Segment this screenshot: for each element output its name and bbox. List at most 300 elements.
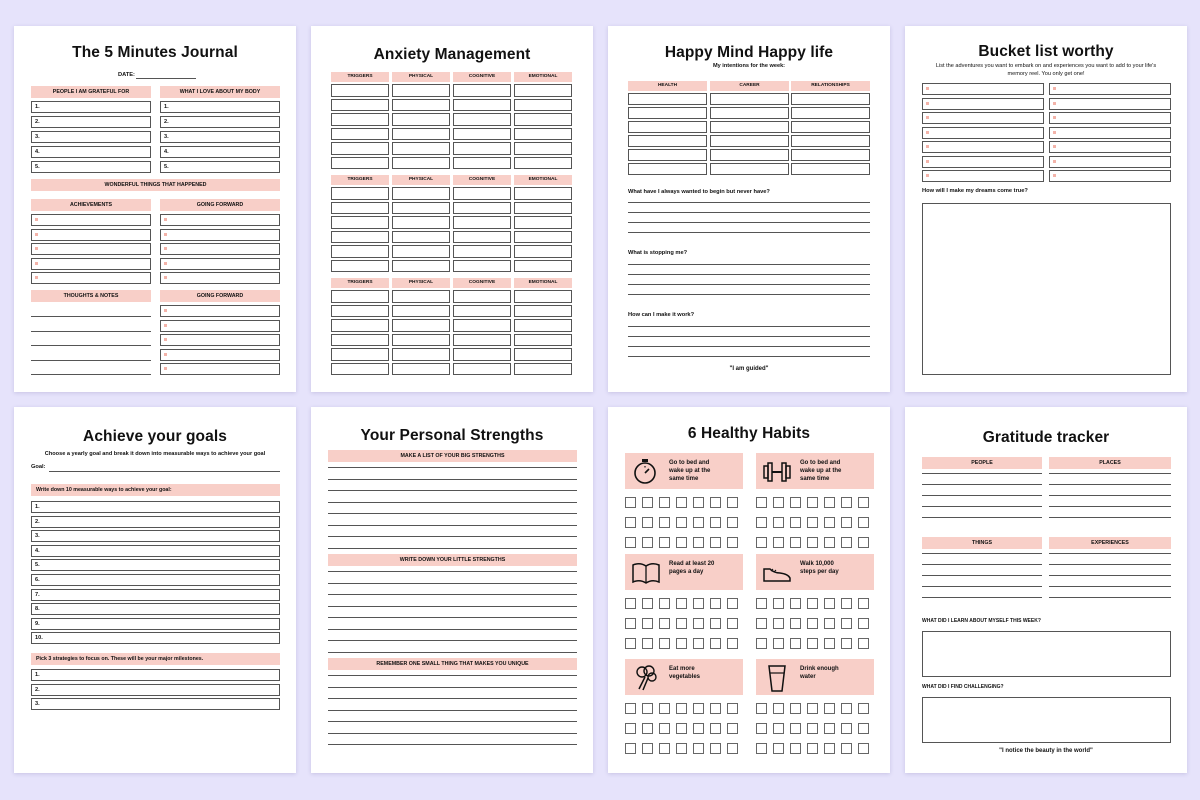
anxiety-cell[interactable] (453, 113, 511, 126)
habit-checkbox[interactable] (642, 743, 653, 754)
anxiety-cell[interactable] (514, 334, 572, 347)
going-forward-row[interactable] (160, 258, 280, 270)
goal-way-row[interactable]: 4. (31, 545, 280, 557)
habit-checkbox[interactable] (659, 703, 670, 714)
habit-checkbox[interactable] (625, 618, 636, 629)
habit-checkbox[interactable] (693, 598, 704, 609)
gratitude-line[interactable] (1049, 473, 1171, 474)
habit-checkbox[interactable] (773, 537, 784, 548)
achievement-row[interactable] (31, 243, 151, 255)
bucket-row[interactable] (922, 156, 1044, 168)
habit-checkbox[interactable] (756, 618, 767, 629)
grateful-row[interactable]: 1. (31, 101, 151, 113)
learn-box[interactable] (922, 631, 1171, 677)
habit-checkbox[interactable] (676, 703, 687, 714)
gratitude-line[interactable] (922, 517, 1042, 518)
intention-cell[interactable] (710, 149, 789, 161)
gratitude-line[interactable] (1049, 564, 1171, 565)
habit-checkbox[interactable] (773, 497, 784, 508)
goal-way-row[interactable]: 10. (31, 632, 280, 644)
habit-checkbox[interactable] (824, 618, 835, 629)
habit-checkbox[interactable] (710, 743, 721, 754)
strength-line[interactable] (328, 698, 577, 699)
intention-cell[interactable] (710, 163, 789, 175)
anxiety-cell[interactable] (453, 305, 511, 318)
anxiety-cell[interactable] (392, 216, 450, 229)
strategy-row[interactable]: 3. (31, 698, 280, 710)
gratitude-line[interactable] (922, 484, 1042, 485)
grateful-row[interactable]: 4. (31, 146, 151, 158)
habit-checkbox[interactable] (841, 743, 852, 754)
habit-checkbox[interactable] (773, 517, 784, 528)
gratitude-line[interactable] (922, 553, 1042, 554)
strength-line[interactable] (328, 687, 577, 688)
going-forward-row[interactable] (160, 272, 280, 284)
intention-cell[interactable] (710, 93, 789, 105)
answer-line[interactable] (628, 264, 870, 265)
achievement-row[interactable] (31, 272, 151, 284)
habit-checkbox[interactable] (676, 638, 687, 649)
going-forward-row[interactable] (160, 305, 280, 317)
bucket-row[interactable] (1049, 141, 1171, 153)
notes-line[interactable] (31, 316, 151, 317)
going-forward-row[interactable] (160, 320, 280, 332)
dreams-box[interactable] (922, 203, 1171, 375)
answer-line[interactable] (628, 274, 870, 275)
goal-way-row[interactable]: 8. (31, 603, 280, 615)
habit-checkbox[interactable] (773, 598, 784, 609)
habit-checkbox[interactable] (710, 537, 721, 548)
goal-way-row[interactable]: 9. (31, 618, 280, 630)
habit-checkbox[interactable] (756, 598, 767, 609)
gratitude-line[interactable] (1049, 495, 1171, 496)
grateful-row[interactable]: 2. (31, 116, 151, 128)
anxiety-cell[interactable] (453, 99, 511, 112)
habit-checkbox[interactable] (858, 743, 869, 754)
going-forward-row[interactable] (160, 363, 280, 375)
body-row[interactable]: 3. (160, 131, 280, 143)
strength-line[interactable] (328, 675, 577, 676)
habit-checkbox[interactable] (727, 723, 738, 734)
habit-checkbox[interactable] (756, 497, 767, 508)
body-row[interactable]: 5. (160, 161, 280, 173)
strength-line[interactable] (328, 571, 577, 572)
gratitude-line[interactable] (922, 506, 1042, 507)
anxiety-cell[interactable] (514, 187, 572, 200)
habit-checkbox[interactable] (625, 537, 636, 548)
anxiety-cell[interactable] (331, 348, 389, 361)
going-forward-row[interactable] (160, 334, 280, 346)
habit-checkbox[interactable] (858, 638, 869, 649)
habit-checkbox[interactable] (773, 703, 784, 714)
intention-cell[interactable] (628, 121, 707, 133)
habit-checkbox[interactable] (625, 743, 636, 754)
strength-line[interactable] (328, 733, 577, 734)
going-forward-row[interactable] (160, 243, 280, 255)
habit-checkbox[interactable] (642, 618, 653, 629)
anxiety-cell[interactable] (453, 231, 511, 244)
anxiety-cell[interactable] (453, 290, 511, 303)
habit-checkbox[interactable] (676, 497, 687, 508)
habit-checkbox[interactable] (841, 537, 852, 548)
habit-checkbox[interactable] (659, 598, 670, 609)
habit-checkbox[interactable] (710, 618, 721, 629)
habit-checkbox[interactable] (858, 598, 869, 609)
gratitude-line[interactable] (922, 495, 1042, 496)
habit-checkbox[interactable] (807, 638, 818, 649)
notes-line[interactable] (31, 360, 151, 361)
achievement-row[interactable] (31, 214, 151, 226)
anxiety-cell[interactable] (514, 113, 572, 126)
habit-checkbox[interactable] (625, 598, 636, 609)
habit-checkbox[interactable] (693, 618, 704, 629)
anxiety-cell[interactable] (331, 157, 389, 170)
anxiety-cell[interactable] (514, 305, 572, 318)
bucket-row[interactable] (922, 112, 1044, 124)
anxiety-cell[interactable] (514, 231, 572, 244)
bucket-row[interactable] (922, 83, 1044, 95)
intention-cell[interactable] (791, 135, 870, 147)
habit-checkbox[interactable] (824, 598, 835, 609)
intention-cell[interactable] (791, 163, 870, 175)
anxiety-cell[interactable] (453, 334, 511, 347)
strength-line[interactable] (328, 629, 577, 630)
habit-checkbox[interactable] (676, 743, 687, 754)
anxiety-cell[interactable] (392, 113, 450, 126)
habit-checkbox[interactable] (841, 598, 852, 609)
answer-line[interactable] (628, 356, 870, 357)
bucket-row[interactable] (922, 170, 1044, 182)
habit-checkbox[interactable] (676, 598, 687, 609)
anxiety-cell[interactable] (392, 290, 450, 303)
habit-checkbox[interactable] (824, 537, 835, 548)
anxiety-cell[interactable] (331, 142, 389, 155)
strength-line[interactable] (328, 479, 577, 480)
goal-way-row[interactable]: 3. (31, 530, 280, 542)
anxiety-cell[interactable] (331, 231, 389, 244)
strength-line[interactable] (328, 640, 577, 641)
habit-checkbox[interactable] (841, 723, 852, 734)
intention-cell[interactable] (710, 107, 789, 119)
habit-checkbox[interactable] (693, 497, 704, 508)
gratitude-line[interactable] (922, 597, 1042, 598)
anxiety-cell[interactable] (331, 305, 389, 318)
notes-line[interactable] (31, 374, 151, 375)
habit-checkbox[interactable] (693, 638, 704, 649)
gratitude-line[interactable] (1049, 517, 1171, 518)
anxiety-cell[interactable] (514, 142, 572, 155)
anxiety-cell[interactable] (331, 245, 389, 258)
habit-checkbox[interactable] (858, 703, 869, 714)
gratitude-line[interactable] (922, 473, 1042, 474)
going-forward-row[interactable] (160, 349, 280, 361)
strategy-row[interactable]: 1. (31, 669, 280, 681)
anxiety-cell[interactable] (331, 260, 389, 273)
anxiety-cell[interactable] (453, 260, 511, 273)
habit-checkbox[interactable] (790, 517, 801, 528)
strength-line[interactable] (328, 490, 577, 491)
bucket-row[interactable] (1049, 83, 1171, 95)
habit-checkbox[interactable] (807, 723, 818, 734)
anxiety-cell[interactable] (514, 84, 572, 97)
achievement-row[interactable] (31, 258, 151, 270)
bucket-row[interactable] (1049, 112, 1171, 124)
strength-line[interactable] (328, 536, 577, 537)
anxiety-cell[interactable] (392, 202, 450, 215)
habit-checkbox[interactable] (642, 598, 653, 609)
habit-checkbox[interactable] (807, 497, 818, 508)
habit-checkbox[interactable] (659, 638, 670, 649)
habit-checkbox[interactable] (807, 517, 818, 528)
habit-checkbox[interactable] (756, 743, 767, 754)
goal-way-row[interactable]: 6. (31, 574, 280, 586)
anxiety-cell[interactable] (331, 319, 389, 332)
body-row[interactable]: 1. (160, 101, 280, 113)
habit-checkbox[interactable] (790, 723, 801, 734)
gratitude-line[interactable] (1049, 597, 1171, 598)
strength-line[interactable] (328, 606, 577, 607)
strength-line[interactable] (328, 710, 577, 711)
habit-checkbox[interactable] (841, 638, 852, 649)
habit-checkbox[interactable] (625, 497, 636, 508)
challenging-box[interactable] (922, 697, 1171, 743)
habit-checkbox[interactable] (756, 517, 767, 528)
habit-checkbox[interactable] (790, 618, 801, 629)
habit-checkbox[interactable] (625, 517, 636, 528)
answer-line[interactable] (628, 222, 870, 223)
habit-checkbox[interactable] (659, 743, 670, 754)
anxiety-cell[interactable] (392, 231, 450, 244)
goal-way-row[interactable]: 5. (31, 559, 280, 571)
habit-checkbox[interactable] (841, 517, 852, 528)
anxiety-cell[interactable] (453, 157, 511, 170)
habit-checkbox[interactable] (824, 517, 835, 528)
bucket-row[interactable] (1049, 170, 1171, 182)
habit-checkbox[interactable] (858, 723, 869, 734)
habit-checkbox[interactable] (710, 723, 721, 734)
anxiety-cell[interactable] (453, 187, 511, 200)
strength-line[interactable] (328, 525, 577, 526)
anxiety-cell[interactable] (514, 319, 572, 332)
anxiety-cell[interactable] (514, 348, 572, 361)
anxiety-cell[interactable] (453, 348, 511, 361)
anxiety-cell[interactable] (331, 202, 389, 215)
answer-line[interactable] (628, 284, 870, 285)
intention-cell[interactable] (791, 149, 870, 161)
gratitude-line[interactable] (1049, 506, 1171, 507)
gratitude-line[interactable] (1049, 484, 1171, 485)
habit-checkbox[interactable] (858, 537, 869, 548)
habit-checkbox[interactable] (858, 497, 869, 508)
gratitude-line[interactable] (922, 575, 1042, 576)
habit-checkbox[interactable] (710, 703, 721, 714)
anxiety-cell[interactable] (392, 363, 450, 376)
habit-checkbox[interactable] (676, 723, 687, 734)
anxiety-cell[interactable] (331, 113, 389, 126)
answer-line[interactable] (628, 294, 870, 295)
habit-checkbox[interactable] (727, 618, 738, 629)
anxiety-cell[interactable] (453, 319, 511, 332)
body-row[interactable]: 2. (160, 116, 280, 128)
habit-checkbox[interactable] (773, 618, 784, 629)
habit-checkbox[interactable] (790, 537, 801, 548)
goal-way-row[interactable]: 1. (31, 501, 280, 513)
anxiety-cell[interactable] (514, 99, 572, 112)
strength-line[interactable] (328, 548, 577, 549)
habit-checkbox[interactable] (790, 598, 801, 609)
habit-checkbox[interactable] (659, 537, 670, 548)
anxiety-cell[interactable] (514, 128, 572, 141)
anxiety-cell[interactable] (514, 157, 572, 170)
habit-checkbox[interactable] (824, 743, 835, 754)
anxiety-cell[interactable] (331, 84, 389, 97)
habit-checkbox[interactable] (773, 723, 784, 734)
goal-line[interactable] (49, 471, 280, 472)
habit-checkbox[interactable] (756, 703, 767, 714)
gratitude-line[interactable] (922, 586, 1042, 587)
habit-checkbox[interactable] (710, 517, 721, 528)
anxiety-cell[interactable] (392, 319, 450, 332)
anxiety-cell[interactable] (514, 216, 572, 229)
habit-checkbox[interactable] (642, 537, 653, 548)
anxiety-cell[interactable] (392, 260, 450, 273)
habit-checkbox[interactable] (710, 598, 721, 609)
body-row[interactable]: 4. (160, 146, 280, 158)
intention-cell[interactable] (628, 163, 707, 175)
anxiety-cell[interactable] (453, 202, 511, 215)
strength-line[interactable] (328, 502, 577, 503)
habit-checkbox[interactable] (693, 517, 704, 528)
intention-cell[interactable] (710, 135, 789, 147)
habit-checkbox[interactable] (807, 743, 818, 754)
anxiety-cell[interactable] (514, 290, 572, 303)
habit-checkbox[interactable] (727, 497, 738, 508)
habit-checkbox[interactable] (642, 638, 653, 649)
strategy-row[interactable]: 2. (31, 684, 280, 696)
strength-line[interactable] (328, 467, 577, 468)
date-line[interactable] (136, 78, 196, 79)
habit-checkbox[interactable] (790, 703, 801, 714)
habit-checkbox[interactable] (858, 517, 869, 528)
anxiety-cell[interactable] (331, 128, 389, 141)
grateful-row[interactable]: 3. (31, 131, 151, 143)
intention-cell[interactable] (791, 121, 870, 133)
habit-checkbox[interactable] (824, 638, 835, 649)
anxiety-cell[interactable] (392, 305, 450, 318)
habit-checkbox[interactable] (807, 598, 818, 609)
anxiety-cell[interactable] (514, 260, 572, 273)
anxiety-cell[interactable] (453, 216, 511, 229)
going-forward-row[interactable] (160, 214, 280, 226)
anxiety-cell[interactable] (392, 348, 450, 361)
habit-checkbox[interactable] (756, 537, 767, 548)
intention-cell[interactable] (791, 93, 870, 105)
habit-checkbox[interactable] (693, 723, 704, 734)
bucket-row[interactable] (1049, 98, 1171, 110)
habit-checkbox[interactable] (841, 618, 852, 629)
anxiety-cell[interactable] (392, 84, 450, 97)
habit-checkbox[interactable] (676, 517, 687, 528)
habit-checkbox[interactable] (659, 517, 670, 528)
habit-checkbox[interactable] (807, 537, 818, 548)
anxiety-cell[interactable] (514, 202, 572, 215)
habit-checkbox[interactable] (642, 517, 653, 528)
habit-checkbox[interactable] (659, 723, 670, 734)
anxiety-cell[interactable] (514, 245, 572, 258)
grateful-row[interactable]: 5. (31, 161, 151, 173)
habit-checkbox[interactable] (727, 638, 738, 649)
strength-line[interactable] (328, 744, 577, 745)
habit-checkbox[interactable] (727, 517, 738, 528)
habit-checkbox[interactable] (710, 638, 721, 649)
answer-line[interactable] (628, 326, 870, 327)
intention-cell[interactable] (628, 135, 707, 147)
anxiety-cell[interactable] (392, 99, 450, 112)
goal-way-row[interactable]: 2. (31, 516, 280, 528)
gratitude-line[interactable] (922, 564, 1042, 565)
anxiety-cell[interactable] (453, 142, 511, 155)
intention-cell[interactable] (628, 107, 707, 119)
anxiety-cell[interactable] (453, 245, 511, 258)
anxiety-cell[interactable] (514, 363, 572, 376)
strength-line[interactable] (328, 594, 577, 595)
answer-line[interactable] (628, 202, 870, 203)
anxiety-cell[interactable] (453, 128, 511, 141)
habit-checkbox[interactable] (727, 743, 738, 754)
anxiety-cell[interactable] (392, 245, 450, 258)
strength-line[interactable] (328, 583, 577, 584)
bucket-row[interactable] (922, 127, 1044, 139)
bucket-row[interactable] (922, 98, 1044, 110)
habit-checkbox[interactable] (710, 497, 721, 508)
habit-checkbox[interactable] (693, 703, 704, 714)
habit-checkbox[interactable] (642, 497, 653, 508)
bucket-row[interactable] (922, 141, 1044, 153)
anxiety-cell[interactable] (453, 84, 511, 97)
habit-checkbox[interactable] (807, 618, 818, 629)
habit-checkbox[interactable] (693, 743, 704, 754)
strength-line[interactable] (328, 721, 577, 722)
intention-cell[interactable] (710, 121, 789, 133)
habit-checkbox[interactable] (790, 743, 801, 754)
anxiety-cell[interactable] (331, 187, 389, 200)
goal-way-row[interactable]: 7. (31, 589, 280, 601)
anxiety-cell[interactable] (392, 187, 450, 200)
anxiety-cell[interactable] (392, 157, 450, 170)
intention-cell[interactable] (791, 107, 870, 119)
habit-checkbox[interactable] (773, 638, 784, 649)
habit-checkbox[interactable] (642, 723, 653, 734)
habit-checkbox[interactable] (642, 703, 653, 714)
going-forward-row[interactable] (160, 229, 280, 241)
habit-checkbox[interactable] (824, 723, 835, 734)
anxiety-cell[interactable] (331, 334, 389, 347)
anxiety-cell[interactable] (453, 363, 511, 376)
anxiety-cell[interactable] (331, 216, 389, 229)
habit-checkbox[interactable] (841, 703, 852, 714)
gratitude-line[interactable] (1049, 553, 1171, 554)
habit-checkbox[interactable] (756, 723, 767, 734)
habit-checkbox[interactable] (773, 743, 784, 754)
anxiety-cell[interactable] (331, 363, 389, 376)
answer-line[interactable] (628, 232, 870, 233)
habit-checkbox[interactable] (807, 703, 818, 714)
bucket-row[interactable] (1049, 127, 1171, 139)
habit-checkbox[interactable] (676, 537, 687, 548)
anxiety-cell[interactable] (392, 128, 450, 141)
gratitude-line[interactable] (1049, 586, 1171, 587)
answer-line[interactable] (628, 346, 870, 347)
